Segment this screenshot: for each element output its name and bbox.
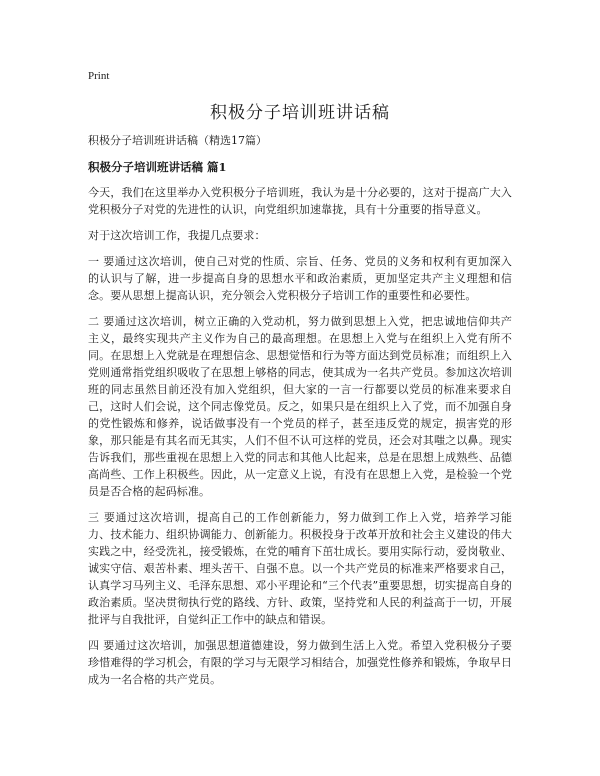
paragraph-point-3: 三 要通过这次培训，提高自己的工作创新能力，努力做到工作上入党，培养学习能力、技术能力、组织协调能力、创新能力。积极投身于改革开放和社会主义建设的伟大实践之中，经受洗礼，接受锻炼，在党的哺育下茁壮成长。要用实际行动，爱岗敬业、诚实守信、艰苦朴素、埋头苦干、自强不息。以一个共产党员的标准来严格要求自己，认真学习马列主义、毛泽东思想、邓小平理论和“三个代表”重要思想，切实提高自身的政治素质。坚决贯彻执行党的路线、方针、政策，坚持党和人民的利益高于一切，开展批评与自我批评，自觉纠正工作中的缺点和错误。 [88, 511, 512, 626]
document-body [88, 132, 512, 697]
page-title: 积极分子培训班讲话稿 [210, 103, 390, 123]
print-link[interactable]: Print [88, 70, 110, 82]
section-heading: 积极分子培训班讲话稿 篇1 [88, 160, 227, 174]
paragraph-point-4: 四 要通过这次培训，加强思想道德建设，努力做到生活上入党。希望入党积极分子要珍惜难得的学习机会，有限的学习与无限学习相结合，加强党性修养和锻炼，争取早日成为一名合格的共产党员。 [88, 639, 512, 686]
paragraph-requirements-lead: 对于这次培训工作，我提几点要求： [88, 229, 266, 242]
paragraph-intro: 今天，我们在这里举办入党积极分子培训班，我认为是十分必要的，这对于提高广大入党积极分子对党的先进性的认识，向党组织加速靠拢，具有十分重要的指导意义。 [88, 186, 512, 216]
document-subtitle: 积极分子培训班讲话稿（精选17篇） [88, 134, 267, 147]
paragraph-point-1: 一 要通过这次培训，使自己对党的性质、宗旨、任务、党员的义务和权利有更加深入的认识与了解，进一步提高自身的思想水平和政治素质，更加坚定共产主义理想和信念。要从思想上提高认识，充分领会入党积极分子培训工作的重要性和必要性。 [88, 255, 512, 302]
paragraph-point-2: 二 要通过这次培训，树立正确的入党动机，努力做到思想上入党，把忠诚地信仰共产主义，最终实现共产主义作为自己的最高理想。在思想上入党与在组织上入党有所不同。在思想上入党就是在理想信念、思想觉悟和行为等方面达到党员标准；而组织上入党则通常指党组织吸收了在思想上够格的同志，使其成为一名共产党员。参加这次培训班的同志虽然目前还没有加入党组织，但大家的一言一行都要以党员的标准来要求自己，这时人们会说，这个同志像党员。反之，如果只是在组织上入了党，而不加强自身的党性锻炼和修养，说话做事没有一个党员的样子，甚至违反党的规定，损害党的形象，那只能是有其名而无其实，人们不但不认可这样的党员，还会对其嗤之以鼻。现实告诉我们，那些重视在思想上入党的同志和其他人比起来，总是在思想上成熟些、品德高尚些、工作上积极些。因此，从一定意义上说，有没有在思想上入党，是检验一个党员是否合格的起码标准。 [88, 315, 512, 498]
